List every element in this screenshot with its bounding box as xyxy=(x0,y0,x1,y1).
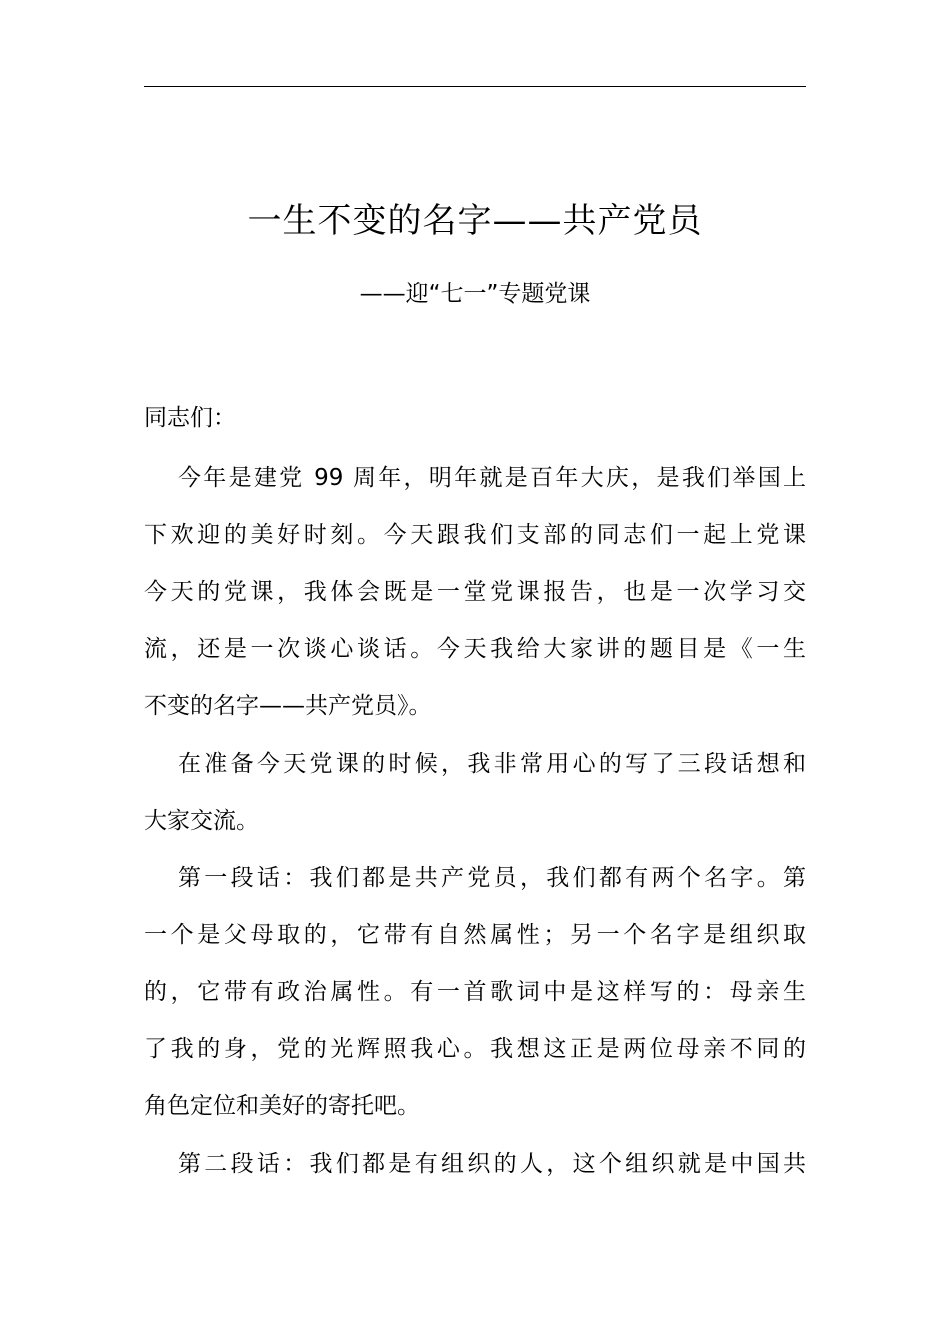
body-line: 了我的身，党的光辉照我心。我想这正是两位母亲不同的 xyxy=(144,1036,806,1062)
body-line: 角色定位和美好的寄托吧。 xyxy=(144,1093,420,1119)
body-line: 大家交流。 xyxy=(144,808,259,834)
body-line: 流，还是一次谈心谈话。今天我给大家讲的题目是《一生 xyxy=(144,636,806,662)
body-line: 不变的名字——共产党员》。 xyxy=(144,693,432,719)
greeting: 同志们： xyxy=(144,405,236,431)
document-title: 一生不变的名字——共产党员 xyxy=(247,201,703,241)
body-line: 今天的党课，我体会既是一堂党课报告，也是一次学习交 xyxy=(144,579,806,605)
body-line: 第一段话：我们都是共产党员，我们都有两个名字。第 xyxy=(178,865,806,891)
body-line: 的，它带有政治属性。有一首歌词中是这样写的：母亲生 xyxy=(144,979,806,1005)
body-line: 在准备今天党课的时候，我非常用心的写了三段话想和 xyxy=(178,751,806,777)
body-line: 今年是建党 99 周年，明年就是百年大庆，是我们举国上 xyxy=(178,465,806,491)
body-line: 一个是父母取的，它带有自然属性；另一个名字是组织取 xyxy=(144,922,806,948)
body-line: 第二段话：我们都是有组织的人，这个组织就是中国共 xyxy=(178,1151,806,1177)
body-line: 下欢迎的美好时刻。今天跟我们支部的同志们一起上党课 xyxy=(144,522,806,548)
document-subtitle: ——迎“七一”专题党课 xyxy=(359,281,591,307)
header-rule xyxy=(144,86,806,87)
